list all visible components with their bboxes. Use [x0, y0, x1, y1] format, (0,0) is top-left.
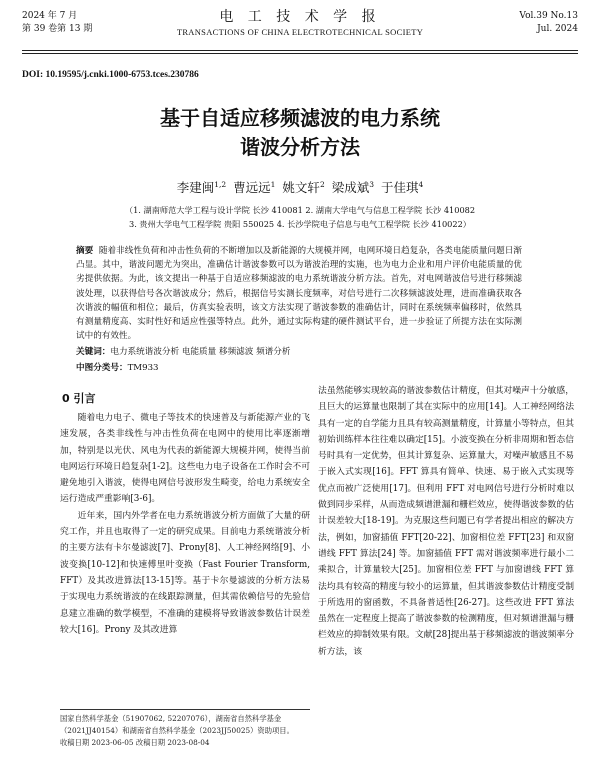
paragraph: 法虽然能够实现较高的谐波参数估计精度，但其对噪声十分敏感，且巨大的运算量也限制了其在实际中的应用[14]。人工神经网络法具有一定的自学能力且具有较高测量精度，计算量小等特点，但其初始训练样本往往难以确定[15]。小波变换在分析非周期和暂态信号时具有一定优势，但其计算复杂、运算量大，对噪声敏感且不易于嵌入式实现[16]。FFT 算具有简单、快速、易于嵌入式实现等优点而被广泛使用[17]。但利用 FFT 对电网信号进行分析时难以做到同步采样，从而造成频谱泄漏和栅栏效应，使得谐波参数的估计误差较大[18-19]。为克服这些问题已有学者提出相应的解决方法，例如，加窗插值 FFT[20-22]、加窗相位差 FFT[23] 和双窗谱线 FFT 算法[24] 等。加窗插值 FFT 需对谐波频率进行最小二乘拟合，计算量较大[25]。加窗相位差 FFT 与加窗谱线 FFT 算法均具有较高的精度与较小的运算量，但其谐波参数估计精度受制于所选用的窗函数，不具备普适性[26-27]。这些改进 FFT 算法虽然在一定程度上提高了谐波参数的检测精度，但对频谱泄漏与栅栏效应的抑制效果有限。文献[28]提出基于移频滤波的谐波频率分析方法，该	[318, 386, 574, 657]
page-header	[22, 8, 578, 50]
author: 姚文轩$^2$	[282, 179, 325, 195]
issue-info-en	[519, 10, 578, 36]
author: 曹远远$^1$	[233, 179, 276, 195]
abstract-label: 摘要	[76, 246, 94, 256]
author: 梁成斌$^3$	[331, 179, 374, 195]
journal-name-en: TRANSACTIONS OF CHINA ELECTROTECHNICAL SOCIETY	[176, 27, 424, 37]
classification-number	[76, 361, 159, 375]
paragraph: 近年来，国内外学者在电力系统谐波分析方面做了大量的研究工作，并且也取得了一定的研究成果。目前电力系统谐波分析的主要方法有卡尔曼滤波[7]、Prony[8]、人工神经网络[9]、小波变换[10-12]和快速傅里叶变换（Fast Fourier Transform, FFT）及其改进算法[13-15]等。基于卡尔曼滤波的分析方法易于实现电力系统谐波的在线跟踪测量，但其需依赖信号的先验信息建立准确的数学模型，不准确的建模将导致谐波参数估计误差较大[16]。Prony 及其改进算	[60, 510, 310, 635]
author-list	[0, 178, 600, 196]
received-dates: 收稿日期 2023-06-05 改稿日期 2023-08-04	[60, 738, 210, 747]
paper-title	[0, 104, 600, 162]
header-rule-thin	[22, 53, 578, 54]
issue-month: 2024 年 7 月	[22, 11, 78, 21]
body-column-left	[60, 410, 310, 685]
abstract-text: 随着非线性负荷和冲击性负荷的不断增加以及新能源的大规模并网，电网环境日趋复杂，各类电能质量问题日渐凸显。其中，谐波问题尤为突出，准确估计谐波参数可以为谐波治理的实施，也为电力企业和用户评价电能质量的优劣提供依据。为此，该文提出一种基于自适应移频滤波的电力系统谐波分析方法。首先，对电网谐波信号进行移频滤波处理，以获得信号各次谐波成分；然后，根据信号实测长度频率，对信号进行二次移频滤波处理，进而准确获取各次谐波的幅值和相位；最后，仿真实验表明，该文方法实现了谐波参数的准确估计，同时在系统频率偏移时，依然具有测量精度高、实时性好和适应性强等特点。此外，通过实际构建的硬件测试平台，进一步验证了所提方法在实际测试中的有效性。	[76, 246, 522, 342]
abstract	[76, 244, 522, 344]
affiliations	[30, 203, 570, 231]
journal-name-cn: 电 工 技 术 学 报	[219, 9, 381, 25]
classification-code: TM933	[127, 363, 159, 373]
affiliation-line: 3. 贵州大学电气工程学院 贵阳 550025 4. 长沙学院电子信息与电气工程学院 长沙 410022）	[129, 219, 471, 229]
paragraph: 随着电力电子、微电子等技术的快速普及与新能源产业的飞速发展，各类非线性与冲击性负荷在电网中的使用比率逐渐增加，特别是以光伏、风电为代表的新能源大规模并网，使得当前电网运行环境日趋复杂[1-2]。这些电力电子设备在工作时会不可避免地引入谐波，使得电网信号波形发生畸变，给电力系统安全运行造成严重影响[3-6]。	[60, 413, 310, 505]
author: 李建闽$^{1,2}$	[176, 179, 227, 195]
month-year: Jul. 2024	[537, 24, 578, 34]
volume-number: Vol.39 No.13	[519, 11, 578, 21]
classification-label: 中图分类号：	[76, 363, 128, 373]
body-column-right	[318, 383, 574, 763]
keywords-label: 关键词：	[76, 347, 111, 357]
footnote	[60, 713, 310, 749]
keywords-text: 电力系统谐波分析 电能质量 移频滤波 频谱分析	[110, 347, 291, 357]
affiliation-line: （1. 湖南师范大学工程与设计学院 长沙 410081 2. 湖南大学电气与信息工程学院 长沙 410082	[124, 205, 476, 215]
issue-volume: 第 39 卷第 13 期	[22, 24, 93, 34]
title-line-2: 谐波分析方法	[240, 135, 360, 159]
footnote-rule	[60, 709, 310, 710]
journal-name	[22, 8, 578, 38]
section-heading: 0 引言	[62, 392, 96, 405]
funding-note: 国家自然科学基金（51907062, 52207076），湖南省自然科学基金（2021JJ40154）和湖南省自然科学基金（2023JJ50025）资助项目。	[60, 714, 294, 735]
author: 于佳琪$^4$	[380, 179, 424, 195]
title-line-1: 基于自适应移频滤波的电力系统	[160, 106, 440, 130]
doi: DOI: 10.19595/j.cnki.1000-6753.tces.230786	[22, 70, 199, 80]
header-rule-thick	[22, 50, 578, 51]
keywords	[76, 345, 522, 359]
